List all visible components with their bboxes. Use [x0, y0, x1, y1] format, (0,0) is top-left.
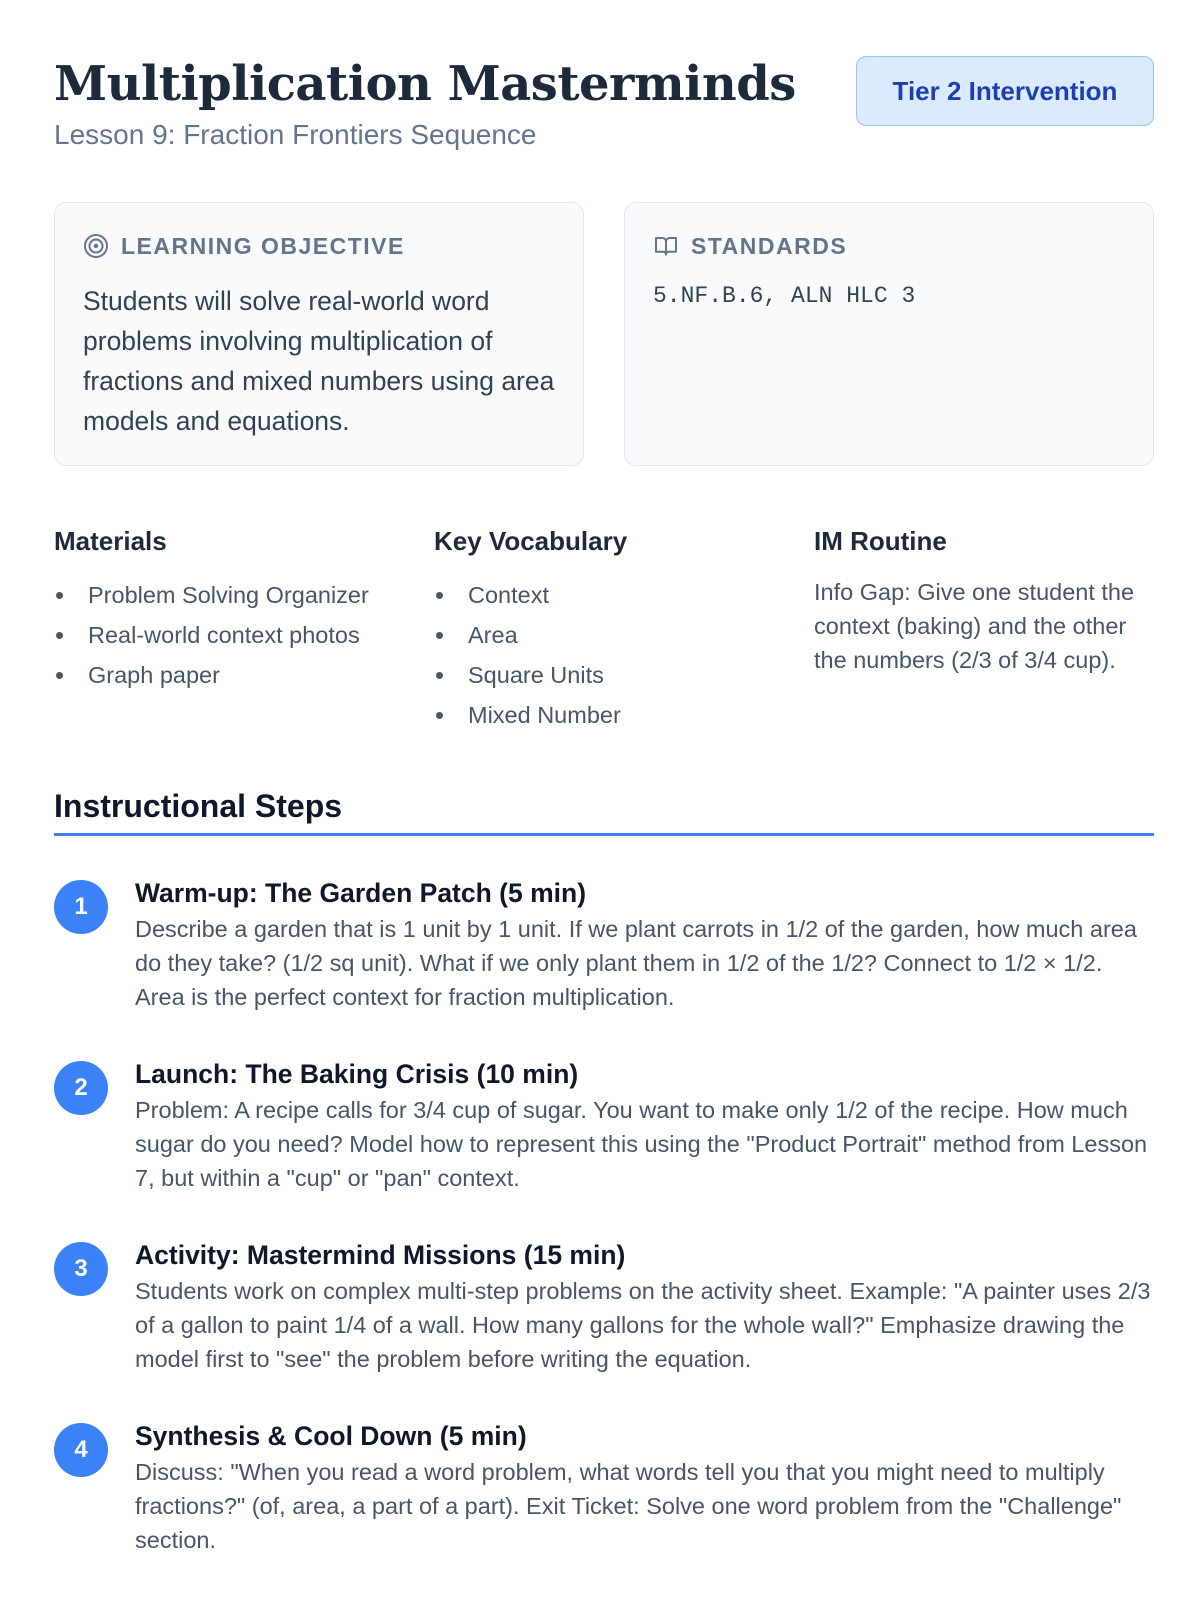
step-number-badge: 1 [54, 880, 108, 934]
standards-codes: 5.NF.B.6, ALN HLC 3 [653, 283, 916, 309]
vocabulary-heading: Key Vocabulary [434, 526, 628, 556]
list-item: Graph paper [54, 655, 394, 695]
step-2 [54, 1057, 1154, 1195]
step-number-badge: 4 [54, 1423, 108, 1477]
step-1 [54, 876, 1154, 1014]
im-routine-text: Info Gap: Give one student the context (baking) and the other the numbers (2/3 of 3/4 cup). [814, 579, 1135, 673]
step-3 [54, 1238, 1154, 1376]
section-divider [54, 833, 1154, 836]
materials-section [54, 523, 394, 695]
step-description: Students work on complex multi-step problems on the activity sheet. Example: "A painter uses 2/3 of a gallon to paint 1/4 of a wall. How many gallons for the whole wall?" Emphasize drawing the model first to "see" the problem before writing the equation. [135, 1278, 1151, 1372]
materials-list [54, 575, 394, 695]
step-number-badge: 2 [54, 1061, 108, 1115]
step-description: Describe a garden that is 1 unit by 1 unit. If we plant carrots in 1/2 of the garden, how much area do they take? (1/2 sq unit). What if we only plant them in 1/2 of the 1/2? Connect to 1/2 × 1/2. Area is the perfect context for fraction multiplication. [135, 916, 1137, 1010]
list-item: Square Units [434, 655, 774, 695]
list-item: Mixed Number [434, 695, 774, 735]
materials-heading: Materials [54, 526, 167, 556]
learning-objective-card [54, 202, 584, 466]
list-item: Area [434, 615, 774, 655]
vocabulary-section [434, 523, 774, 735]
step-title: Launch: The Baking Crisis (10 min) [135, 1059, 579, 1089]
page-title: Multiplication Masterminds [54, 56, 796, 112]
step-4 [54, 1419, 1154, 1557]
im-routine-section [814, 523, 1164, 677]
tier-badge: Tier 2 Intervention [856, 56, 1154, 126]
list-item: Problem Solving Organizer [54, 575, 394, 615]
step-title: Synthesis & Cool Down (5 min) [135, 1421, 527, 1451]
standards-header [653, 231, 1125, 261]
target-icon [83, 233, 109, 259]
page-header [54, 56, 1154, 156]
im-routine-heading: IM Routine [814, 526, 947, 556]
step-number-badge: 3 [54, 1242, 108, 1296]
step-title: Warm-up: The Garden Patch (5 min) [135, 878, 587, 908]
standards-card [624, 202, 1154, 466]
instructional-steps-heading: Instructional Steps [54, 788, 343, 824]
step-title: Activity: Mastermind Missions (15 min) [135, 1240, 626, 1270]
learning-objective-header [83, 231, 555, 261]
lesson-subtitle: Lesson 9: Fraction Frontiers Sequence [54, 119, 537, 150]
learning-objective-heading: LEARNING OBJECTIVE [121, 232, 405, 259]
step-description: Problem: A recipe calls for 3/4 cup of sugar. You want to make only 1/2 of the recipe. How much sugar do you need? Model how to represent this using the "Product Portrait" method from Lesson 7, but within a "cup" or "pan" context. [135, 1097, 1148, 1191]
vocabulary-list [434, 575, 774, 735]
list-item: Real-world context photos [54, 615, 394, 655]
list-item: Context [434, 575, 774, 615]
standards-heading: STANDARDS [691, 232, 848, 259]
step-description: Discuss: "When you read a word problem, what words tell you that you might need to multiply fractions?" (of, area, a part of a part). Exit Ticket: Solve one word problem from the "Challenge" section. [135, 1459, 1122, 1553]
learning-objective-text: Students will solve real-world word problems involving multiplication of fractions and mixed numbers using area models and equations. [83, 286, 555, 436]
book-open-icon [653, 233, 679, 259]
